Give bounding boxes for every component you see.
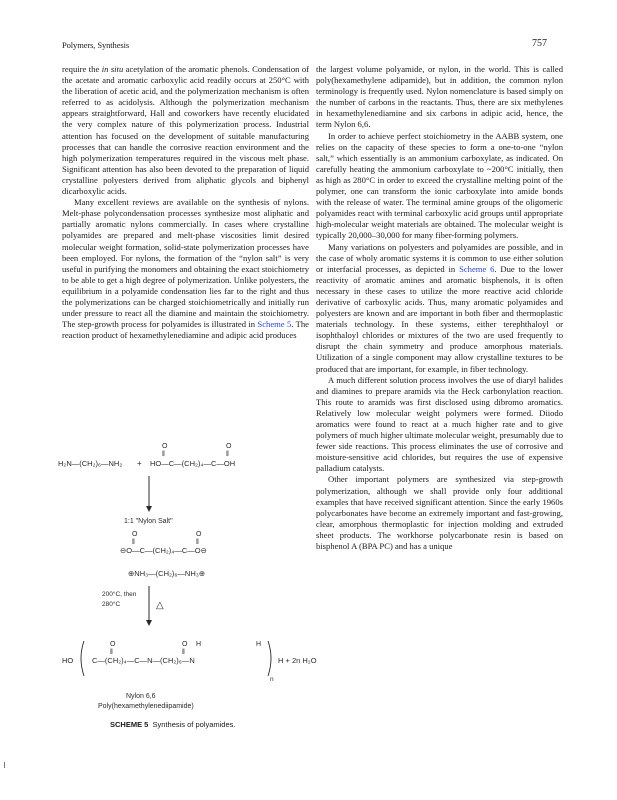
page-edge-mark <box>4 762 5 768</box>
caption-label: SCHEME 5 <box>110 720 149 729</box>
emphasis: in situ <box>101 64 124 74</box>
arrowhead <box>146 620 152 626</box>
polymer-repeat-unit: C—(CH₂)₄—C—N—(CH₂)₆—N <box>92 656 195 665</box>
bracket-left <box>81 641 84 676</box>
double-bond: ‖ <box>182 649 185 656</box>
oxygen-label: O <box>226 443 232 450</box>
double-bond: ‖ <box>226 451 229 458</box>
oxygen-label: O <box>110 641 116 648</box>
reaction-scheme <box>40 436 320 736</box>
oxygen-label: O <box>196 531 202 538</box>
oxygen-label: O <box>132 531 138 538</box>
double-bond: ‖ <box>132 539 135 546</box>
reactant-acid: HO—C—(CH₂)₄—C—OH <box>150 459 236 468</box>
paragraph: Many variations on polyesters and polyamides are possible, and in the case of wholy aromatic systems it is common to use either solution or interfacial processes, as depicted in Scheme 6. Due to the lower reactivity of aromatic amines and aromatic bisphenols, it is often necessary in these cases to utilize the more reactive acid chloride derivative of carboxylic acids. Thus, many aromatic polyamides and polyesters are known and are important in both fiber and thermoplastic materials technology. In these systems, either terephthaloyl or isophthaloyl chlorides or mixtures of the two are used frequently to disrupt the chain symmetry and produce amorphous materials. Utilization of a single component may allow crystalline textures to be produced that are important, for example, in fiber technology. <box>316 241 563 374</box>
subscript-n: n <box>270 676 274 683</box>
paragraph: Other important polymers are synthesized via step-growth polymerization, although we shall provide only four additional examples that have received significant attention. Since the early 1960s polycarbonates have become an extremely important and fast-growing, clear, amorphous thermoplastic for injection molding and extruded sheet products. The workhorse polycarbonate resin is based on bisphenol A (BPA PC) and has a unique <box>316 474 563 552</box>
carboxylate-anion: ⊖O—C—(CH₂)₄—C—O⊖ <box>120 546 207 555</box>
plus-sign: + <box>137 459 142 468</box>
hydrogen-label: H <box>256 641 262 648</box>
bracket-right <box>268 641 271 676</box>
arrowhead <box>146 506 152 512</box>
reactant-diamine: H₂N—(CH₂)₆—NH₂ <box>58 459 123 468</box>
salt-label: 1:1 "Nylon Salt" <box>124 518 173 525</box>
paragraph: the largest volume polyamide, or nylon, in the world. This is called poly(hexamethylene adipamide), but in addition, the common nylon terminology is frequently used. Nylon nomenclature is based simply on the number of carbons in the reactants. Thus, there are six methylenes in hexamethylenediamine and six carbons in adipic acid, hence, the term Nylon 6,6. <box>316 64 563 130</box>
paragraph: A much different solution process involves the use of diaryl halides and diamines to prepare aramids via the Heck carbonylation reaction. This route to aramids was first disclosed using dibromo aromatics. Relatively low molecular weight polymers were formed. Diiodo aromatics were found to react at a much higher rate and to give polymers of much higher ultimate molecular weight, presumably due to fewer side reactions. This process eliminates the use of corrosive and moisture-sensitive acid chlorides, but requires the use of expensive palladium catalysts. <box>316 374 563 474</box>
condition-text: 280°C <box>102 601 121 608</box>
condition-text: 200°C, then <box>102 591 137 598</box>
figure-caption <box>110 720 235 729</box>
right-column <box>316 64 563 552</box>
hydrogen-label: H <box>196 641 202 648</box>
double-bond: ‖ <box>196 539 199 546</box>
product-name: Nylon 6,6 <box>126 693 156 700</box>
oxygen-label: O <box>182 641 188 648</box>
scheme-5-link[interactable]: Scheme 5 <box>257 319 292 330</box>
paragraph: Many excellent reviews are available on the synthesis of nylons. Melt-phase polycondensation processes synthesize most aliphatic and partially aromatic nylons commercially. In cases where crystalline polyamides are prepared and melt-phase viscosities limit desired molecular weight formation, solid-state polymerization processes have been employed. For nylons, the formation of the “nylon salt” is very useful in purifying the monomers and obtaining the exact stoichiometry to be able to get a high degree of polymerization. Unlike polyesters, the equilibrium in a polyamide condensation lies far to the right and thus the polymerizations can be charged stoichiometrically and initially run under pressure to react all the diamine and maintain the stoichiometry. The step-growth process for polyamides is illustrated in Scheme 5. The reaction product of hexamethylenediamine and adipic acid produces <box>62 197 309 341</box>
scheme-6-link[interactable]: Scheme 6 <box>459 263 495 274</box>
running-title: Polymers, Synthesis <box>62 40 130 50</box>
paragraph: In order to achieve perfect stoichiometry in the AABB system, one relies on the capacity of these species to form a one-to-one “nylon salt,” which essentially is an ammonium carboxylate, as indicated. On carefully heating the ammonium carboxylate to ~200°C initially, then as high as 280°C in order to exceed the crystalline melting point of the polymer, one can transform the ionic carboxylate into amide bonds with the release of water. The terminal amine groups of the oligomeric polyamides react with terminal carboxylic acid groups until appropriate high-molecular weight materials are obtained. The molecular weight is typically 20,000–30,000 for many fiber-forming polymers. <box>316 130 563 241</box>
heat-icon: △ <box>156 600 164 611</box>
page-number: 757 <box>532 38 547 49</box>
ammonium-cation: ⊕NH₃—(CH₂)₆—NH₃⊕ <box>128 569 206 578</box>
paragraph: require the in situ acetylation of the aromatic phenols. Condensation of the acetate and aromatic carboxylic acid readily occurs at 250°C with the liberation of acetic acid, and the polymerization mechanism is often referred to as acidolysis. Although the polymerization mechanism appears straightforward, Hall and coworkers have recently elucidated the very complex nature of this polymerization process. Industrial attention has focused on the development of suitable manufacturing processes that can handle the corrosive reaction environment and the high polymerization temperatures required in the viscous melt phase. Significant attention has also been devoted to the preparation of liquid crystalline polyesters derived from aliphatic glycols and biphenyl dicarboxylic acids. <box>62 64 309 197</box>
left-column <box>62 64 309 341</box>
double-bond: ‖ <box>162 451 165 458</box>
caption-text: Synthesis of polyamides. <box>152 720 236 729</box>
polymer-byproduct: H + 2n H₂O <box>278 656 317 665</box>
polymer-end-group: HO <box>62 656 74 665</box>
scheme-5-figure <box>40 436 320 736</box>
oxygen-label: O <box>162 443 168 450</box>
product-iupac: Poly(hexamethylenediipamide) <box>98 703 194 710</box>
double-bond: ‖ <box>110 649 113 656</box>
